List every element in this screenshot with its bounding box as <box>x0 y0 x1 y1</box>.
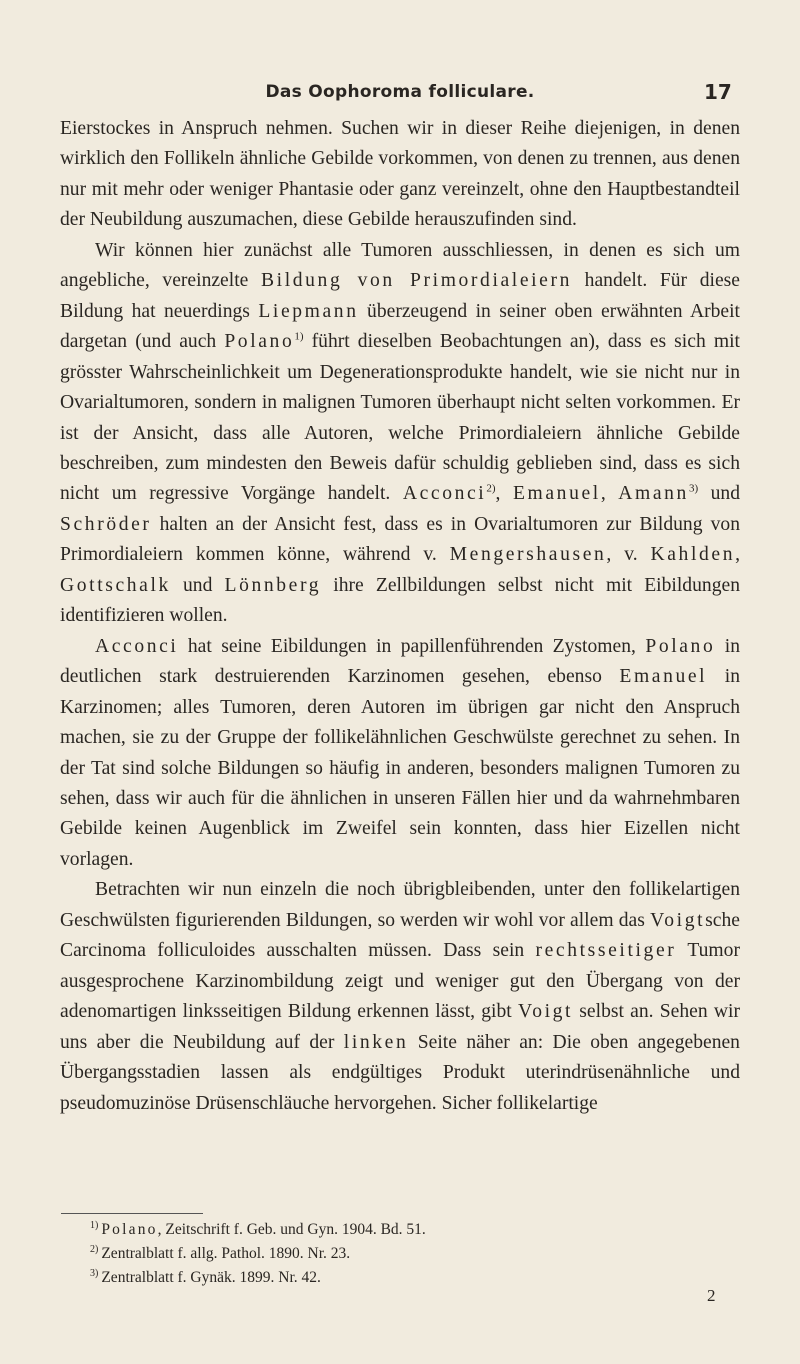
footnote-marker: 1) <box>294 330 304 343</box>
spaced-name: Liepmann <box>258 300 359 322</box>
spaced-name: Emanuel <box>512 483 601 505</box>
spaced-name: Polano <box>645 635 716 657</box>
spaced-name: Emanuel <box>619 666 708 688</box>
printer-signature: 2 <box>707 1286 716 1305</box>
footnote-number: 3) <box>90 1267 99 1279</box>
spaced-name: rechtsseitiger <box>535 940 677 962</box>
paragraph: Wir können hier zunächst alle Tumoren ausschliessen, in denen es sich um angebliche, vereinzelte Bildung von Primordialeiern handelt. Für diese Bildung hat neuerdings Liepmann überzeugend in seiner oben erwähnten Arbeit dargetan (und auch Polano$^{1)}$ führt dieselben Beobachtungen an), dass es sich mit grösster Wahrscheinlichkeit um Degenerationsprodukte handelt, wie sie nicht nur in Ovarialtumoren, sondern in malignen Tumoren überhaupt nicht selten vorkommen. Er ist der Ansicht, dass alle Autoren, welche Primordialeiern ähnliche Gebilde beschreiben, zum mindesten den Beweis dafür schuldig geblieben sind, dass es sich nicht um regressive Vorgänge handelt. Acconci$^{2)}$, Emanuel, Amann$^{3)}$ und Schröder halten an der Ansicht fest, dass es in Ovarialtumoren zur Bildung von Primordialeiern kommen könne, während v. Mengershausen, v. Kahlden, Gottschalk und Lönnberg ihre Zellbildungen selbst nicht mit Eibildungen identifizieren wollen. <box>60 239 741 627</box>
footnote-number: 1) <box>90 1219 99 1231</box>
spaced-name: Acconci <box>95 635 179 657</box>
footnote <box>90 1242 730 1266</box>
spaced-name: Amann <box>618 483 689 505</box>
footnote-text: , Zeitschrift f. Geb. und Gyn. 1904. Bd. 51. <box>157 1221 426 1238</box>
footnote-marker: 2) <box>486 482 496 495</box>
spaced-name: Gottschalk <box>60 574 171 596</box>
body-text <box>60 114 740 1119</box>
spaced-name: Bildung von Primordialeiern <box>261 270 572 292</box>
footnote-number: 2) <box>90 1243 99 1255</box>
footnote-divider <box>61 1213 203 1214</box>
footnote <box>90 1266 730 1290</box>
footnote-author: Polano <box>101 1221 158 1238</box>
spaced-name: Voigt <box>517 1001 574 1023</box>
spaced-name: Polano <box>224 331 295 353</box>
paragraph: Acconci hat seine Eibildungen in papillenführenden Zystomen, Polano in deutlichen stark destruierenden Karzinomen gesehen, ebenso Emanuel in Karzinomen; alles Tumoren, deren Autoren im übrigen gar nicht den Anspruch machen, sie zu der Gruppe der follikelähnlichen Geschwülste gerechnet zu sehen. In der Tat sind solche Bildungen so häufig in anderen, besonders malignen Tumoren zu sehen, dass wir auch für die ähnlichen in unseren Fällen hier und da wahrnehmbaren Gebilde keinen Augenblick im Zweifel sein konnten, dass hier Eizellen nicht vorlagen. <box>60 635 741 870</box>
footnotes <box>90 1218 730 1290</box>
spaced-name: Acconci <box>402 483 487 505</box>
spaced-name: linken <box>343 1031 409 1053</box>
footnote-text: Zentralblatt f. Gynäk. 1899. Nr. 42. <box>101 1269 321 1286</box>
footnote-marker: 3) <box>688 482 699 495</box>
spaced-name: Voigt <box>650 909 706 931</box>
paragraph: Betrachten wir nun einzeln die noch übrigbleibenden, unter den follikelartigen Geschwülsten figurierenden Bildungen, so werden wir wohl vor allem das Voigtsche Carcinoma folliculoides ausschalten müssen. Dass sein rechtsseitiger Tumor ausgesprochene Karzinombildung zeigt und weniger gut den Übergang von der adenomartigen linksseitigen Bildung erkennen lässt, gibt Voigt selbst an. Sehen wir uns aber die Neubildung auf der linken Seite näher an: Die oben angegebenen Übergangsstadien lassen als endgültiges Produkt uterindrüsenähnliche und pseudomuzinöse Drüsenschläuche hervorgehen. Sicher follikelartige <box>60 879 740 1114</box>
page-number: 17 <box>704 80 732 104</box>
footnote-text: Zentralblatt f. allg. Pathol. 1890. Nr. 23. <box>101 1245 351 1262</box>
footnote <box>90 1218 730 1242</box>
spaced-name: Schröder <box>60 513 152 535</box>
spaced-name: Kahlden <box>650 544 736 566</box>
spaced-name: Lönnberg <box>224 574 322 596</box>
spaced-name: Mengershausen <box>449 544 607 566</box>
paragraph: Eierstockes in Anspruch nehmen. Suchen wir in dieser Reihe diejenigen, in denen wirklich den Follikeln ähnliche Gebilde vorkommen, von denen zu trennen, aus denen nur mit mehr oder weniger Phantasie oder ganz vereinzelt, ohne den Hauptbestandteil der Neubildung auszumachen, diese Gebilde herauszufinden sind. <box>60 118 740 231</box>
running-header: Das Oophoroma folliculare. <box>265 82 535 102</box>
